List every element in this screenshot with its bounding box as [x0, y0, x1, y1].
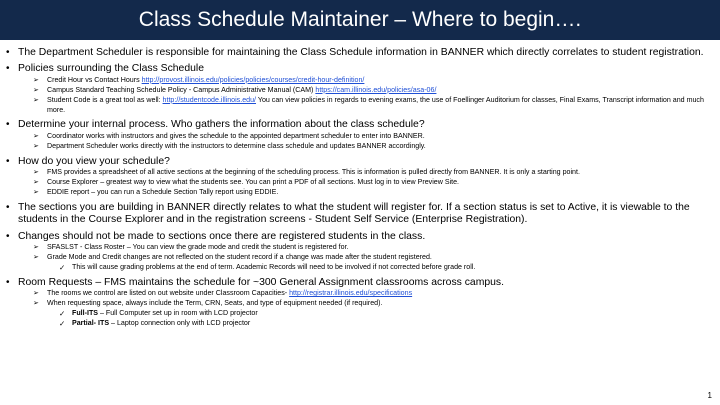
arrow-bullet-icon: ➢	[33, 76, 39, 84]
bullet-department-scheduler	[0, 47, 712, 59]
sub-item-text-after: You can view policies in regards to evening exams, the use of Foellinger Auditorium for classes, Final Exams, Transcript information and much more.	[47, 95, 704, 114]
sub-item-rooms-controlled	[0, 289, 712, 299]
bullet-policies	[0, 63, 712, 75]
bullet-internal-process	[0, 119, 712, 131]
slide-content	[0, 43, 712, 329]
sub-item-text: Coordinator works with instructors and gives the schedule to the appointed department scheduler to enter into BANNER.	[47, 131, 425, 140]
arrow-bullet-icon: ➢	[33, 253, 39, 261]
bullet-icon: •	[6, 155, 10, 167]
sub-item-student-code	[0, 96, 712, 116]
sub-item-text: Course Explorer – greatest way to view what the students see. You can print a PDF of all sections. Must log in to view Preview Site.	[47, 177, 460, 186]
check-icon: ✓	[59, 318, 66, 328]
sub-item-teaching-schedule	[0, 86, 712, 96]
arrow-bullet-icon: ➢	[33, 132, 39, 140]
cam-policy-link[interactable]: https://cam.illinois.edu/policies/asa-06/	[315, 85, 437, 94]
bullet-icon: •	[6, 276, 10, 288]
sub-sub-item-text: – Full Computer set up in room with LCD projector	[98, 308, 258, 317]
sub-item-text: SFASLST - Class Roster – You can view the grade mode and credit the student is registered for.	[47, 243, 349, 251]
credit-hour-link[interactable]: http://provost.illinois.edu/policies/policies/courses/credit-hour-definition/	[141, 75, 365, 84]
bullet-text: Changes should not be made to sections once there are registered students in the class.	[18, 230, 426, 242]
sub-sub-item-text: This will cause grading problems at the end of term. Academic Records will need to be involved if not corrected before grade roll.	[72, 262, 476, 271]
sub-item-text: The rooms we control are listed on out website under Classroom Capacities-	[47, 289, 290, 298]
sub-item-eddie-report	[0, 188, 712, 198]
partial-its-label: Partial- ITS	[72, 318, 110, 327]
bullet-text: Policies surrounding the Class Schedule	[18, 63, 204, 75]
page-number: 1	[707, 391, 712, 400]
sub-item-text: Campus Standard Teaching Schedule Policy - Campus Administrative Manual (CAM)	[47, 85, 316, 94]
arrow-bullet-icon: ➢	[33, 178, 39, 186]
arrow-bullet-icon: ➢	[33, 290, 39, 298]
bullet-text: Room Requests – FMS maintains the schedule for ~300 General Assignment classrooms across campus.	[18, 276, 504, 288]
sub-item-credit-hour	[0, 76, 712, 86]
arrow-bullet-icon: ➢	[33, 188, 39, 196]
bullet-changes	[0, 231, 712, 243]
bullet-view-schedule	[0, 156, 712, 168]
classroom-specifications-link[interactable]: http://registrar.illinois.edu/specifications	[289, 289, 413, 298]
student-code-link[interactable]: http://studentcode.illinois.edu/	[162, 95, 257, 104]
sub-item-sfaslst	[0, 243, 712, 253]
check-icon: ✓	[59, 308, 66, 318]
bullet-text: The Department Scheduler is responsible for maintaining the Class Schedule information in BANNER which directly correlates to student registration.	[18, 47, 704, 58]
bullet-icon: •	[6, 230, 10, 242]
bullet-icon: •	[6, 47, 10, 58]
sub-item-grade-mode	[0, 253, 712, 263]
sub-item-text: When requesting space, always include the Term, CRN, Seats, and type of equipment needed (if required).	[47, 299, 383, 308]
sub-item-text: Grade Mode and Credit changes are not reflected on the student record if a change was made after the student registered.	[47, 252, 432, 261]
bullet-text: How do you view your schedule?	[18, 155, 170, 167]
sub-sub-item-text: – Laptop connection only with LCD projector	[109, 318, 251, 327]
slide-title: Class Schedule Maintainer – Where to begin….	[0, 0, 720, 40]
sub-item-requesting-space	[0, 299, 712, 309]
sub-sub-item-partial-its	[0, 319, 712, 329]
arrow-bullet-icon: ➢	[33, 244, 39, 251]
bullet-banner-sections	[0, 202, 712, 227]
sub-item-coordinator	[0, 132, 712, 142]
bullet-text: Determine your internal process. Who gathers the information about the class schedule?	[18, 119, 425, 131]
arrow-bullet-icon: ➢	[33, 86, 39, 94]
sub-item-department-scheduler	[0, 142, 712, 152]
bullet-icon: •	[6, 201, 10, 213]
sub-item-text: Department Scheduler works directly with the instructors to determine class schedule and updates BANNER accordingly.	[47, 141, 426, 150]
check-icon: ✓	[59, 262, 66, 272]
sub-sub-item-full-its	[0, 309, 712, 319]
sub-item-fms-spreadsheet	[0, 168, 712, 178]
sub-item-text: Student Code is a great tool as well:	[47, 95, 163, 104]
arrow-bullet-icon: ➢	[33, 169, 39, 177]
sub-item-course-explorer	[0, 178, 712, 188]
full-its-label: Full-ITS	[72, 308, 99, 317]
sub-item-text: Credit Hour vs Contact Hours	[47, 75, 142, 84]
arrow-bullet-icon: ➢	[33, 96, 39, 104]
bullet-room-requests	[0, 277, 712, 289]
bullet-icon: •	[6, 119, 10, 131]
sub-sub-item-grading-problems	[0, 263, 712, 273]
sub-item-text: FMS provides a spreadsheet of all active sections at the beginning of the scheduling process. This is information is pulled directly from BANNER. It is only a starting point.	[47, 168, 580, 177]
arrow-bullet-icon: ➢	[33, 300, 39, 308]
sub-item-text: EDDIE report – you can run a Schedule Section Tally report using EDDIE.	[47, 187, 279, 196]
bullet-icon: •	[6, 63, 10, 75]
arrow-bullet-icon: ➢	[33, 142, 39, 150]
bullet-text: The sections you are building in BANNER directly relates to what the student will register for. If a section status is set to Active, it is viewable to the students in the Course Explorer and in the registration screens - Student Self Service (Enterprise Registration).	[18, 201, 690, 226]
